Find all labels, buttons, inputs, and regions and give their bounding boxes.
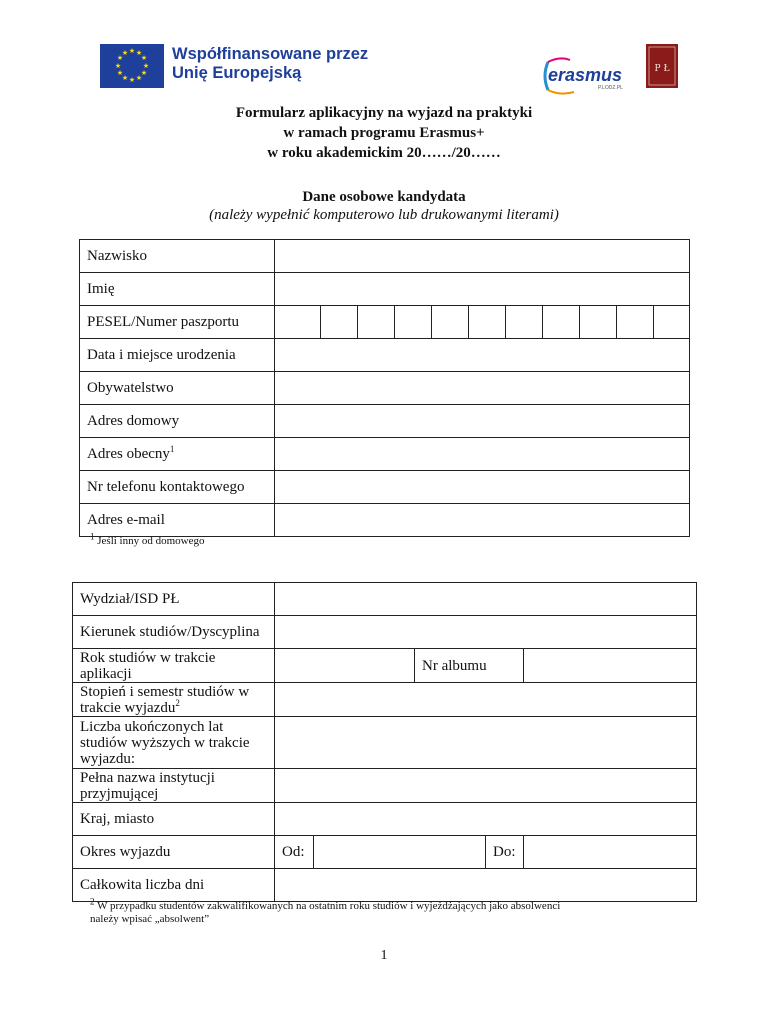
first-name-label: Imię (80, 273, 275, 306)
table-row (73, 683, 697, 717)
eu-logo-text (172, 45, 368, 83)
svg-text:★: ★ (114, 62, 122, 70)
eu-logo-line2: Unię Europejską (172, 64, 302, 82)
pesel-digit-box[interactable] (395, 306, 432, 339)
table-row (80, 273, 690, 306)
table-row (80, 372, 690, 405)
degree-semester-field[interactable] (275, 683, 697, 717)
pesel-label: PESEL/Numer paszportu (80, 306, 275, 339)
table-row (80, 438, 690, 471)
album-number-field[interactable] (524, 649, 697, 683)
footnote-2-line1: W przypadku studentów zakwalifikowanych na ostatnim roku studiów i wyjeżdżających jako absolwenci (97, 900, 561, 912)
table-row (73, 803, 697, 836)
phone-label: Nr telefonu kontaktowego (80, 471, 275, 504)
pesel-digit-box[interactable] (617, 306, 654, 339)
faculty-field[interactable] (275, 583, 697, 616)
svg-text:★: ★ (135, 49, 143, 57)
study-year-field[interactable] (275, 649, 415, 683)
citizenship-field[interactable] (275, 372, 690, 405)
title-line2: w ramach programu Erasmus+ (283, 125, 485, 141)
faculty-label: Wydział/ISD PŁ (73, 583, 275, 616)
page-number: 1 (380, 948, 388, 963)
svg-text:★: ★ (140, 69, 148, 77)
pesel-digit-box[interactable] (321, 306, 358, 339)
citizenship-label: Obywatelstwo (80, 372, 275, 405)
table-row (73, 869, 697, 902)
table-row (73, 717, 697, 769)
erasmus-logo-text: erasmus (548, 65, 623, 85)
email-label: Adres e-mail (80, 504, 275, 537)
table-row (80, 339, 690, 372)
period-label: Okres wyjazdu (73, 836, 275, 869)
pl-logo-text: P Ł (654, 64, 670, 74)
table-row (80, 504, 690, 537)
field-of-study-label: Kierunek studiów/Dyscyplina (73, 616, 275, 649)
section-instruction: (należy wypełnić komputerowo lub drukowanymi literami) (209, 207, 559, 223)
current-address-label: Adres obecny$^1$ (80, 438, 275, 471)
birth-label: Data i miejsce urodzenia (80, 339, 275, 372)
table-row (80, 405, 690, 438)
phone-field[interactable] (275, 471, 690, 504)
completed-years-field[interactable] (275, 717, 697, 769)
email-field[interactable] (275, 504, 690, 537)
total-days-label: Całkowita liczba dni (73, 869, 275, 902)
period-to-field[interactable] (524, 836, 697, 869)
footnote-mark: 1 (169, 444, 175, 454)
svg-text:★: ★ (121, 74, 129, 82)
table-row (73, 769, 697, 803)
pesel-digit-box[interactable] (469, 306, 506, 339)
pesel-digit-box[interactable] (580, 306, 617, 339)
period-from-field[interactable] (314, 836, 486, 869)
footnote-1-text: Jeśli inny od domowego (97, 535, 205, 547)
birth-field[interactable] (275, 339, 690, 372)
svg-text:★: ★ (128, 76, 136, 84)
completed-years-label: Liczba ukończonych lat studiów wyższych w trakcie wyjazdu: (73, 717, 275, 769)
personal-data-table (79, 239, 690, 537)
footnote-1-mark: 1 (90, 531, 95, 542)
section-heading: Dane osobowe kandydata (302, 189, 466, 205)
svg-text:★: ★ (116, 54, 124, 62)
eu-flag-icon (100, 44, 164, 88)
svg-text:★: ★ (142, 62, 150, 70)
lodz-university-logo (646, 44, 678, 88)
table-row (80, 471, 690, 504)
footnote-1 (90, 531, 205, 548)
host-institution-label: Pełna nazwa instytucji przyjmującej (73, 769, 275, 803)
album-number-label: Nr albumu (415, 649, 524, 683)
field-of-study-field[interactable] (275, 616, 697, 649)
home-address-field[interactable] (275, 405, 690, 438)
first-name-field[interactable] (275, 273, 690, 306)
surname-field[interactable] (275, 240, 690, 273)
home-address-label: Adres domowy (80, 405, 275, 438)
period-to-label: Do: (486, 836, 524, 869)
host-institution-field[interactable] (275, 769, 697, 803)
table-row (80, 240, 690, 273)
pesel-digit-box[interactable] (506, 306, 543, 339)
pesel-digit-box[interactable] (432, 306, 469, 339)
current-address-field[interactable] (275, 438, 690, 471)
table-row (73, 836, 697, 869)
table-row (80, 306, 690, 339)
svg-text:★: ★ (135, 74, 143, 82)
pesel-digit-box[interactable] (275, 306, 321, 339)
footnote-2-mark: 2 (90, 896, 95, 907)
erasmus-logo-sub: P.LODZ.PL (598, 85, 623, 91)
table-row (73, 616, 697, 649)
footnote-2-line2: należy wpisać „absolwent” (90, 913, 210, 925)
total-days-field[interactable] (275, 869, 697, 902)
title-line3: w roku akademickim 20……/20…… (267, 145, 501, 161)
study-year-label: Rok studiów w trakcie aplikacji (73, 649, 275, 683)
country-city-label: Kraj, miasto (73, 803, 275, 836)
pesel-digit-box[interactable] (654, 306, 690, 339)
pesel-digit-box[interactable] (358, 306, 395, 339)
svg-text:★: ★ (128, 47, 136, 55)
footnote-mark: 2 (175, 697, 180, 708)
country-city-field[interactable] (275, 803, 697, 836)
study-data-table (72, 582, 697, 902)
table-row (73, 583, 697, 616)
svg-text:★: ★ (116, 69, 124, 77)
pesel-digit-box[interactable] (543, 306, 580, 339)
eu-cofinanced-logo (100, 44, 369, 88)
form-title (0, 103, 768, 163)
svg-text:★: ★ (140, 54, 148, 62)
erasmus-logo (540, 56, 626, 96)
eu-logo-line1: Współfinansowane przez (172, 45, 369, 63)
table-row (73, 649, 697, 683)
title-line1: Formularz aplikacyjny na wyjazd na praktyki (235, 105, 533, 121)
period-from-label: Od: (275, 836, 314, 869)
degree-semester-label: Stopień i semestr studiów w trakcie wyjazdu$^2$ (73, 683, 275, 717)
svg-text:★: ★ (121, 49, 129, 57)
surname-label: Nazwisko (80, 240, 275, 273)
footnote-2 (90, 896, 702, 926)
